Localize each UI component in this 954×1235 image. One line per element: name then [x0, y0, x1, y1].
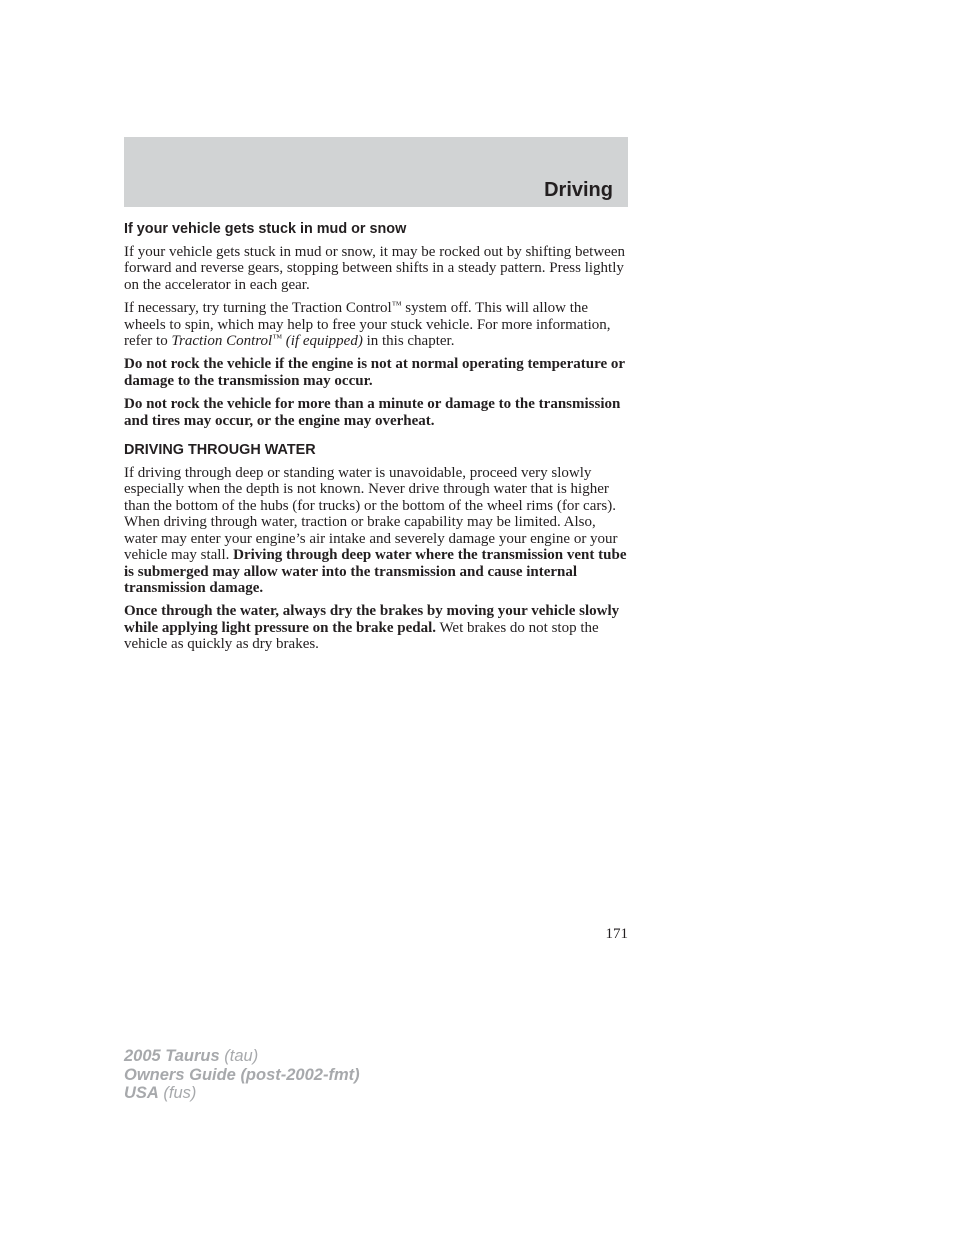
footer-line-1: [124, 1047, 360, 1066]
traction-control-reference-b: (if equipped): [282, 333, 363, 350]
footer-guide: Owners Guide (post-2002-fmt): [124, 1065, 360, 1084]
page-number: 171: [605, 926, 628, 942]
stuck-paragraph-2-text-b: system off. This will allow the wheels to spin, which may help to free your stuck vehicle. For more information, refer to: [124, 300, 611, 350]
stuck-paragraph-2-text-c: in this chapter.: [362, 333, 455, 350]
footer-market-code: (fus): [158, 1084, 197, 1102]
stuck-paragraph-1: If your vehicle gets stuck in mud or snow, it may be rocked out by shifting between forward and reverse gears, stopping between shifts in a steady pattern. Press lightly on the accelerator in each gear.: [124, 244, 625, 293]
water-paragraph-2-regular: Wet brakes do not stop the vehicle as quickly as dry brakes.: [124, 619, 599, 653]
footer-line-2: [124, 1066, 360, 1085]
trademark-mark-ref: ™: [272, 333, 282, 345]
stuck-paragraph-2: [124, 300, 628, 349]
stuck-heading: If your vehicle gets stuck in mud or snow: [124, 221, 407, 237]
footer-line-3: [124, 1084, 360, 1103]
section-title: Driving: [544, 179, 613, 201]
traction-control-reference: [171, 333, 362, 349]
footer-model-code: (tau): [219, 1047, 259, 1065]
section-header-band: [124, 137, 628, 207]
stuck-warning-2: Do not rock the vehicle for more than a minute or damage to the transmission and tires may occur, or the engine may overheat.: [124, 396, 621, 429]
water-heading: DRIVING THROUGH WATER: [124, 442, 316, 459]
water-paragraph-1-regular: If driving through deep or standing water is unavoidable, proceed very slowly especially when the depth is not known. Never drive through water that is higher than the bottom of the hubs (for trucks) or the bottom of the wheel rims (for cars). When driving through water, traction or brake capability may be limited. Also, water may enter your engine’s air intake and severely damage your engine or your vehicle may stall.: [124, 465, 618, 564]
stuck-warning-1: Do not rock the vehicle if the engine is not at normal operating temperature or damage to the transmission may occur.: [124, 356, 625, 389]
water-paragraph-2-warning: Once through the water, always dry the brakes by moving your vehicle slowly while applying light pressure on the brake pedal.: [124, 603, 620, 636]
water-paragraph-1-warning: Driving through deep water where the transmission vent tube is submerged may allow water into the transmission and cause internal transmission damage.: [124, 547, 627, 596]
water-paragraph-1: [124, 465, 628, 596]
document-footer: [124, 1047, 360, 1103]
trademark-mark: ™: [391, 300, 402, 312]
stuck-paragraph-2-text-a: If necessary, try turning the Traction Control: [124, 300, 392, 317]
water-paragraph-2: [124, 603, 628, 652]
traction-control-reference-a: Traction Control: [171, 333, 273, 350]
footer-model: 2005 Taurus: [124, 1047, 220, 1065]
footer-market: USA: [124, 1084, 159, 1102]
page-content: [124, 220, 628, 660]
